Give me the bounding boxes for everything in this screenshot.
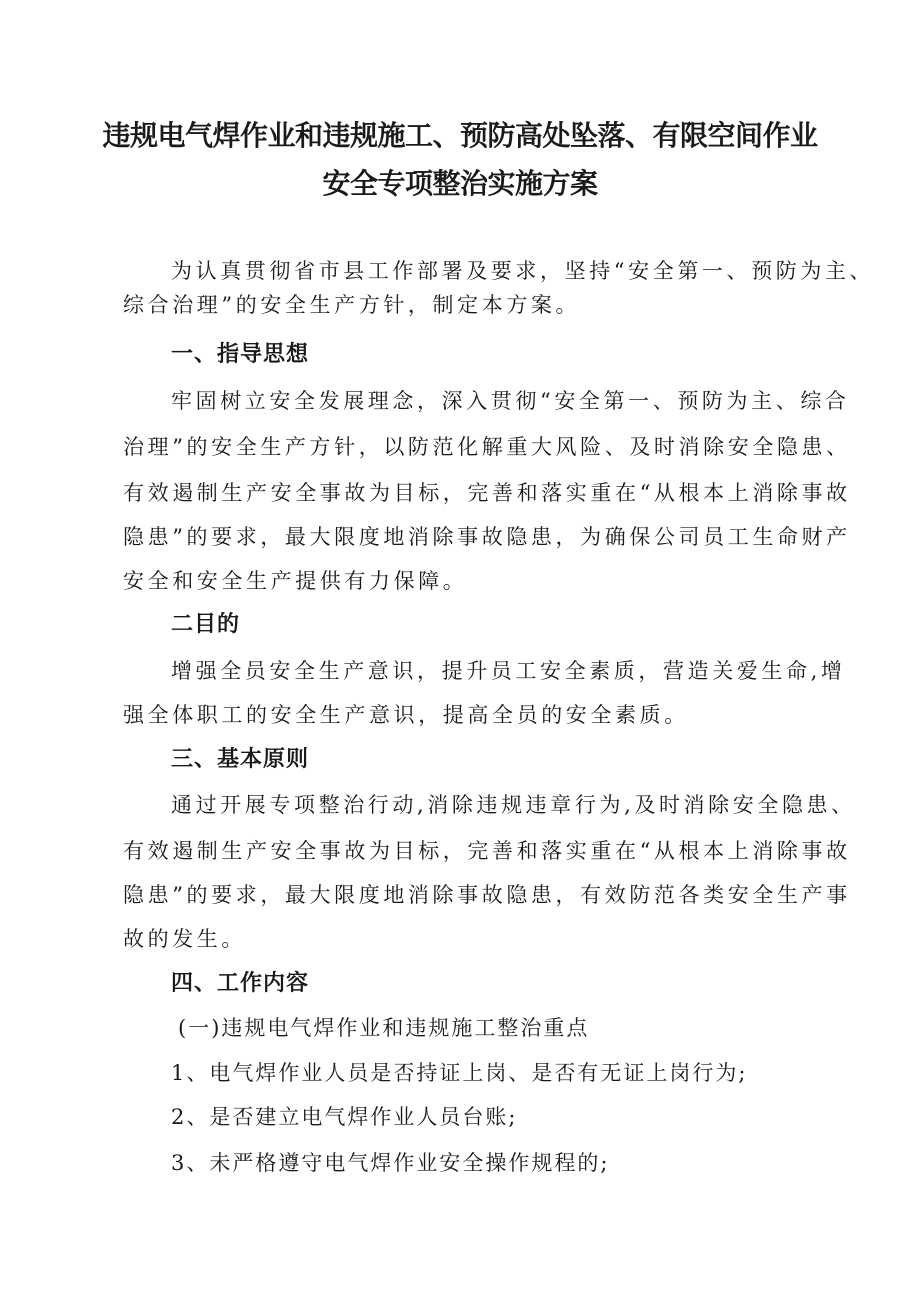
paragraph-line: 隐患”的要求，最大限度地消除事故隐患，有效防范各类安全生产事 [123, 883, 851, 907]
paragraph-line: 通过开展专项整治行动,消除违规违章行为,及时消除安全隐患、 [171, 793, 856, 817]
title-line-1: 违规电气焊作业和违规施工、预防高处坠落、有限空间作业 [102, 119, 818, 152]
paragraph-line: 安全和安全生产提供有力保障。 [123, 569, 468, 593]
paragraph-line: 故的发生。 [123, 927, 246, 951]
section-heading-work-content: 四、工作内容 [171, 971, 310, 996]
section-heading-guiding-thought: 一、指导思想 [171, 342, 310, 367]
list-item: 2、是否建立电气焊作业人员台账; [171, 1105, 518, 1129]
list-item: 1、电气焊作业人员是否持证上岗、是否有无证上岗行为; [171, 1061, 748, 1085]
paragraph-line: 治理”的安全生产方针，以防范化解重大风险、及时消除安全隐患、 [123, 435, 851, 459]
section-heading-purpose: 二目的 [171, 612, 241, 637]
subheading: (一)违规电气焊作业和违规施工整治重点 [178, 1016, 590, 1040]
paragraph-line: 牢固树立安全发展理念，深入贯彻“安全第一、预防为主、综合 [171, 389, 850, 413]
title-line-2: 安全专项整治实施方案 [322, 167, 598, 200]
paragraph-line: 强全体职工的安全生产意识，提高全员的安全素质。 [123, 703, 689, 727]
paragraph-line: 增强全员安全生产意识，提升员工安全素质，营造关爱生命,增 [171, 659, 846, 683]
intro-line-1: 为认真贯彻省市县工作部署及要求，坚持“安全第一、预防为主、 [171, 259, 875, 283]
paragraph-line: 有效遏制生产安全事故为目标，完善和落实重在“从根本上消除事故 [123, 839, 851, 863]
paragraph-line: 有效遏制生产安全事故为目标，完善和落实重在“从根本上消除事故 [123, 481, 851, 505]
section-heading-principles: 三、基本原则 [171, 747, 310, 772]
paragraph-line: 隐患”的要求，最大限度地消除事故隐患，为确保公司员工生命财产 [123, 525, 851, 549]
list-item: 3、未严格遵守电气焊作业安全操作规程的; [171, 1151, 610, 1175]
intro-line-2: 综合治理”的安全生产方针，制定本方案。 [123, 293, 581, 317]
